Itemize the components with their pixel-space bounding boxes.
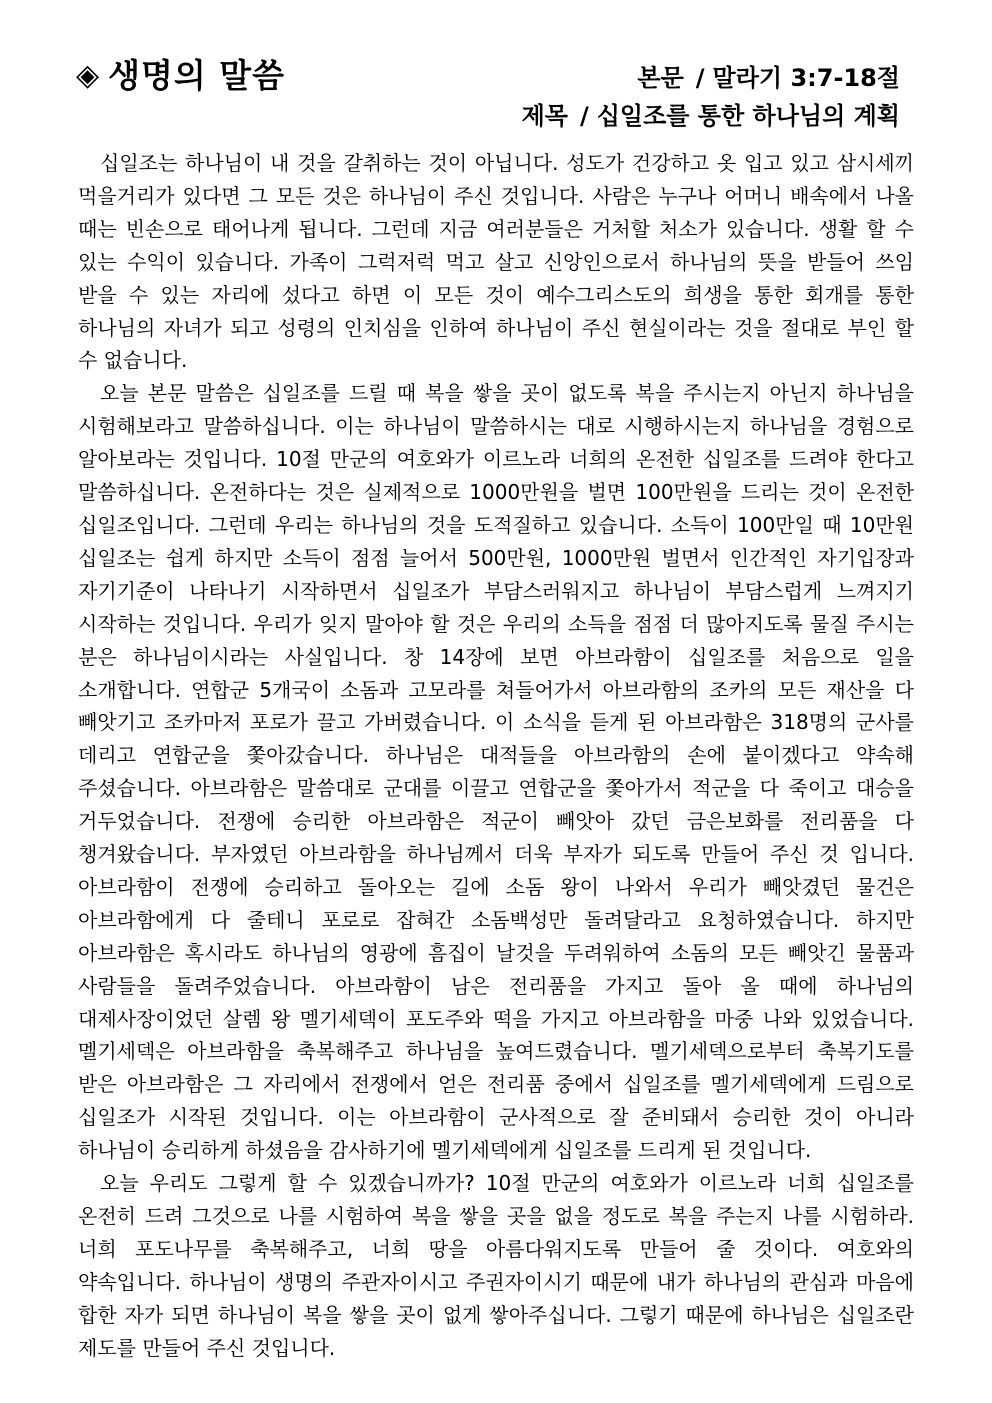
paragraph-3: 오늘 우리도 그렇게 할 수 있겠습니까가? 10절 만군의 여호와가 이르노라 너희 십일조를 온전히 드려 그것으로 나를 시험하여 복을 쌓을 곳을 없을 정도로 복을 주는지 나를 시험하라. 너희 포도나무를 축복해주고, 너희 땅을 아름다워지도록 만들어 줄 것이다. 여호와의 약속입니다. 하나님이 생명의 주관자이시고 주권자이시기 때문에 내가 하나님의 관심과 마음에 합한 자가 되면 하나님이 복을 쌓을 곳이 없게 쌓아주십니다. 그렇기 때문에 하나님은 십일조란 제도를 만들어 주신 것입니다. <box>78 1171 914 1360</box>
paragraph-2: 오늘 본문 말씀은 십일조를 드릴 때 복을 쌓을 곳이 없도록 복을 주시는지 아닌지 하나님을 시험해보라고 말씀하십니다. 이는 하나님이 말씀하시는 대로 시행하시는지 하나님을 경험으로 알아보라는 것입니다. 10절 만군의 여호와가 이르노라 너희의 온전한 십일조를 드려야 한다고 말씀하십니다. 온전하다는 것은 실제적으로 1000만원을 벌면 100만원을 드리는 것이 온전한 십일조입니다. 그런데 우리는 하나님의 것을 도적질하고 있습니다. 소득이 100만일 때 10만원 십일조는 쉽게 하지만 소득이 점점 늘어서 500만원, 1000만원 벌면서 인간적인 자기입장과 자기기준이 나타나기 시작하면서 십일조가 부담스러워지고 하나님이 부담스럽게 느껴지기 시작하는 것입니다. 우리가 잊지 말아야 할 것은 우리의 소득을 점점 더 많아지도록 물질 주시는 분은 하나님이시라는 사실입니다. 창 14장에 보면 아브라함이 십일조를 처음으로 일을 소개합니다. 연합군 5개국이 소돔과 고모라를 쳐들어가서 아브라함의 조카의 모든 재산을 다 빼앗기고 조카마저 포로가 끌고 가버렸습니다. 이 소식을 듣게 된 아브라함은 318명의 군사를 데리고 연합군을 쫓아갔습니다. 하나님은 대적들을 아브라함의 손에 붙이겠다고 약속해 주셨습니다. 아브라함은 말씀대로 군대를 이끌고 연합군을 쫓아가서 적군을 다 죽이고 대승을 거두었습니다. 전쟁에 승리한 아브라함은 적군이 빼앗아 갔던 금은보화를 전리품을 다 챙겨왔습니다. 부자였던 아브라함을 하나님께서 더욱 부자가 되도록 만들어 주신 것 입니다. 아브라함이 전쟁에 승리하고 돌아오는 길에 소돔 왕이 나와서 우리가 빼앗겼던 물건은 아브라함에게 다 줄테니 포로로 잡혀간 소돔백성만 돌려달라고 요청하였습니다. 하지만 아브라함은 혹시라도 하나님의 영광에 흠집이 날것을 두려워하여 소돔의 모든 빼앗긴 물품과 사람들을 돌려주었습니다. 아브라함이 남은 전리품을 가지고 돌아 올 때에 하나님의 대제사장이었던 살렘 왕 멜기세덱이 포도주와 떡을 가지고 아브라함을 마중 나와 있었습니다. 멜기세덱은 아브라함을 축복해주고 하나님을 높여드렸습니다. 멜기세덱으로부터 축복기도를 받은 아브라함은 그 자리에서 전쟁에서 얻은 전리품 중에서 십일조를 멜기세덱에게 드림으로 십일조가 시작된 것입니다. 이는 아브라함이 군사적으로 잘 준비돼서 승리한 것이 아니라 하나님이 승리하게 하셨음을 감사하기에 멜기세덱에게 십일조를 드리게 된 것입니다. <box>78 381 914 1163</box>
scripture-label: 본문 <box>637 64 684 92</box>
separator: / <box>695 64 705 92</box>
paragraph-1: 십일조는 하나님이 내 것을 갈취하는 것이 아닙니다. 성도가 건강하고 옷 입고 있고 삼시세끼 먹을거리가 있다면 그 모든 것은 하나님이 주신 것입니다. 사람은 누구나 어머니 배속에서 나올 때는 빈손으로 태어나게 됩니다. 그런데 지금 여러분들은 거처할 처소가 있습니다. 생활 할 수 있는 수익이 있습니다. 가족이 그럭저럭 먹고 살고 신앙인으로서 하나님의 뜻을 받들어 쓰임 받을 수 있는 자리에 섰다고 하면 이 모든 것이 예수그리스도의 희생을 통한 회개를 통한 하나님의 자녀가 되고 성령의 인치심을 인하여 하나님이 주신 현실이라는 것을 절대로 부인 할 수 없습니다. <box>78 151 914 373</box>
sermon-body <box>78 147 914 1365</box>
scripture-value: 말라기 3:7-18절 <box>712 64 900 92</box>
diamond-marker-icon: ◈ <box>76 58 101 93</box>
subject-value: 십일조를 통한 하나님의 계획 <box>596 102 900 130</box>
subject-label: 제목 <box>521 102 568 130</box>
scripture-reference <box>637 60 900 96</box>
sermon-subject <box>522 98 900 134</box>
section-title-text: 생명의 말씀 <box>108 56 285 95</box>
separator: / <box>579 102 589 130</box>
section-title <box>76 52 285 100</box>
